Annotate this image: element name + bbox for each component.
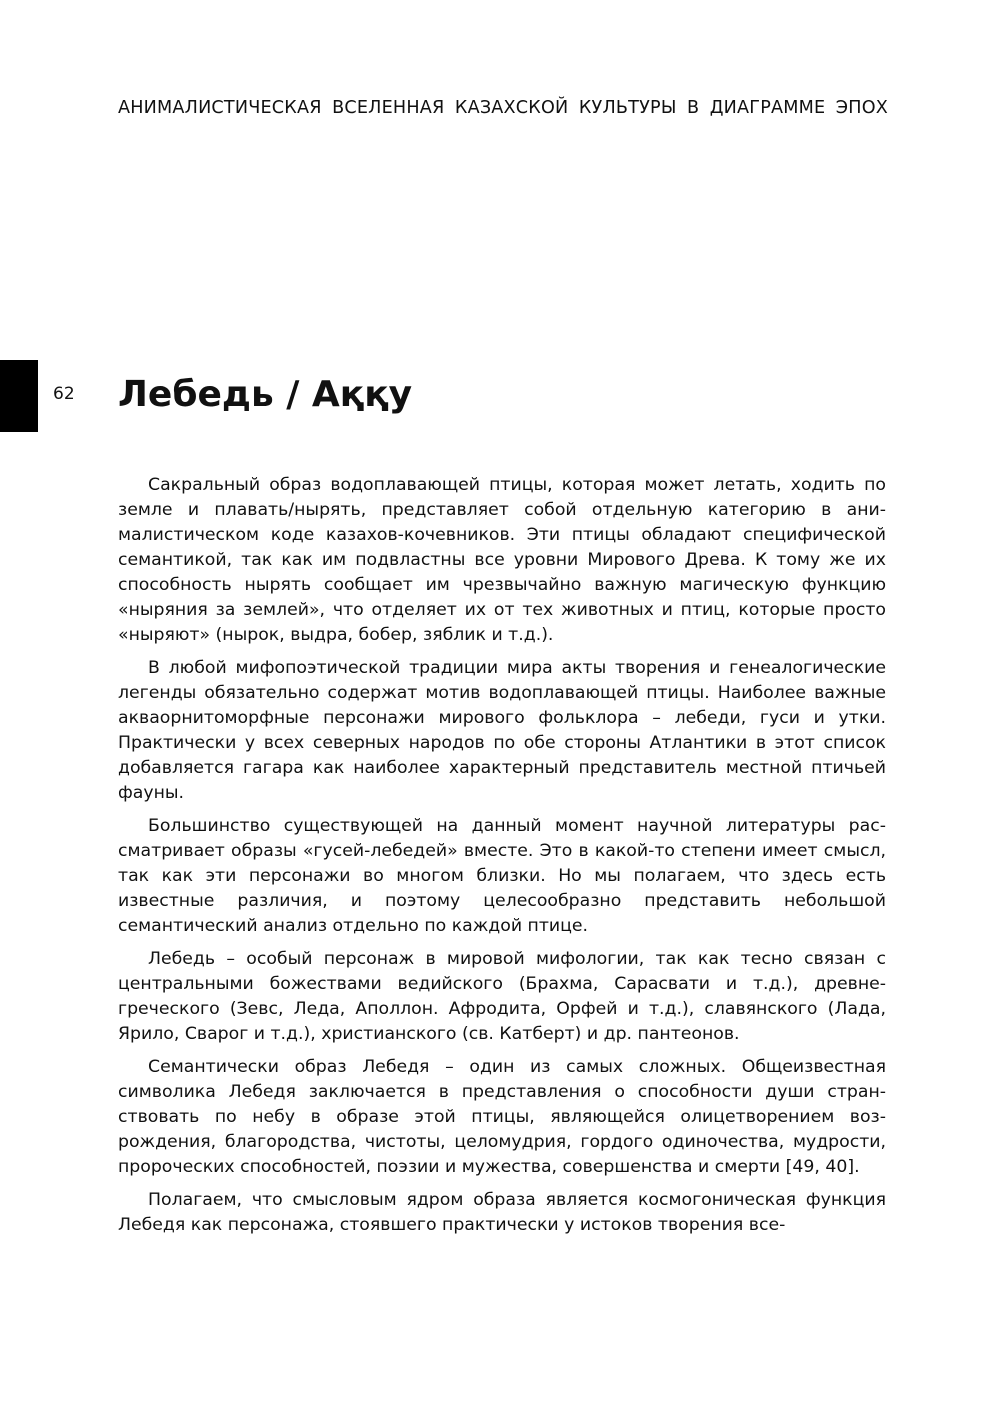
page-tab-marker	[0, 360, 38, 432]
paragraph: Семантически образ Лебедя – один из самых сложных. Общеизвестная символика Лебедя заключается в представления о способности души странствовать по небу в образе этой птицы, являющейся олицетворением возрождения, благородства, чистоты, целомудрия, гордого одиночества, мудрости, пророческих способностей, поэзии и мужества, совершенства и смерти [49, 40].	[118, 1057, 886, 1177]
page-number: 62	[53, 384, 75, 404]
paragraph: Полагаем, что смысловым ядром образа является космогоническая функция Лебедя как персонажа, стоявшего практически у истоков творения все-	[118, 1190, 886, 1235]
body-text	[118, 473, 886, 1246]
paragraph: Лебедь – особый персонаж в мировой мифологии, так как тесно связан с центральными божествами ведийского (Брахма, Сарасвати и т.д.), древнегреческого (Зевс, Леда, Аполлон. Афродита, Орфей и т.д.), славянского (Лада, Ярило, Сварог и т.д.), христианского (св. Катберт) и др. пантеонов.	[118, 949, 886, 1044]
chapter-title: Лебедь / Аққу	[118, 374, 413, 415]
paragraph: В любой мифопоэтической традиции мира акты творения и генеалогические легенды обязательно содержат мотив водоплавающей птицы. Наиболее важные акваорнитоморфные персонажи мирового фольклора – лебеди, гуси и утки. Практически у всех северных народов по обе стороны Атлантики в этот список добавляется гагара как наиболее характерный представитель местной птичьей фауны.	[118, 658, 886, 803]
paragraph: Сакральный образ водоплавающей птицы, которая может летать, ходить по земле и плавать/нырять, представляет собой отдельную категорию в анималистическом коде казахов-кочевников. Эти птицы обладают специфической семантикой, так как им подвластны все уровни Мирового Древа. К тому же их способность нырять сообщает им чрезвычайно важную магическую функцию «ныряния за землей», что отделяет их от тех животных и птиц, которые просто «ныряют» (нырок, выдра, бобер, зяблик и т.д.).	[118, 475, 886, 645]
running-header: АНИМАЛИСТИЧЕСКАЯ ВСЕЛЕННАЯ КАЗАХСКОЙ КУЛЬТУРЫ В ДИАГРАММЕ ЭПОХ	[118, 98, 888, 118]
paragraph: Большинство существующей на данный момент научной литературы рассматривает образы «гусей-лебедей» вместе. Это в какой-то степени имеет смысл, так как эти персонажи во многом близки. Но мы полагаем, что здесь есть известные различия, и поэтому целесообразно представить небольшой семантический анализ отдельно по каждой птице.	[118, 816, 886, 936]
